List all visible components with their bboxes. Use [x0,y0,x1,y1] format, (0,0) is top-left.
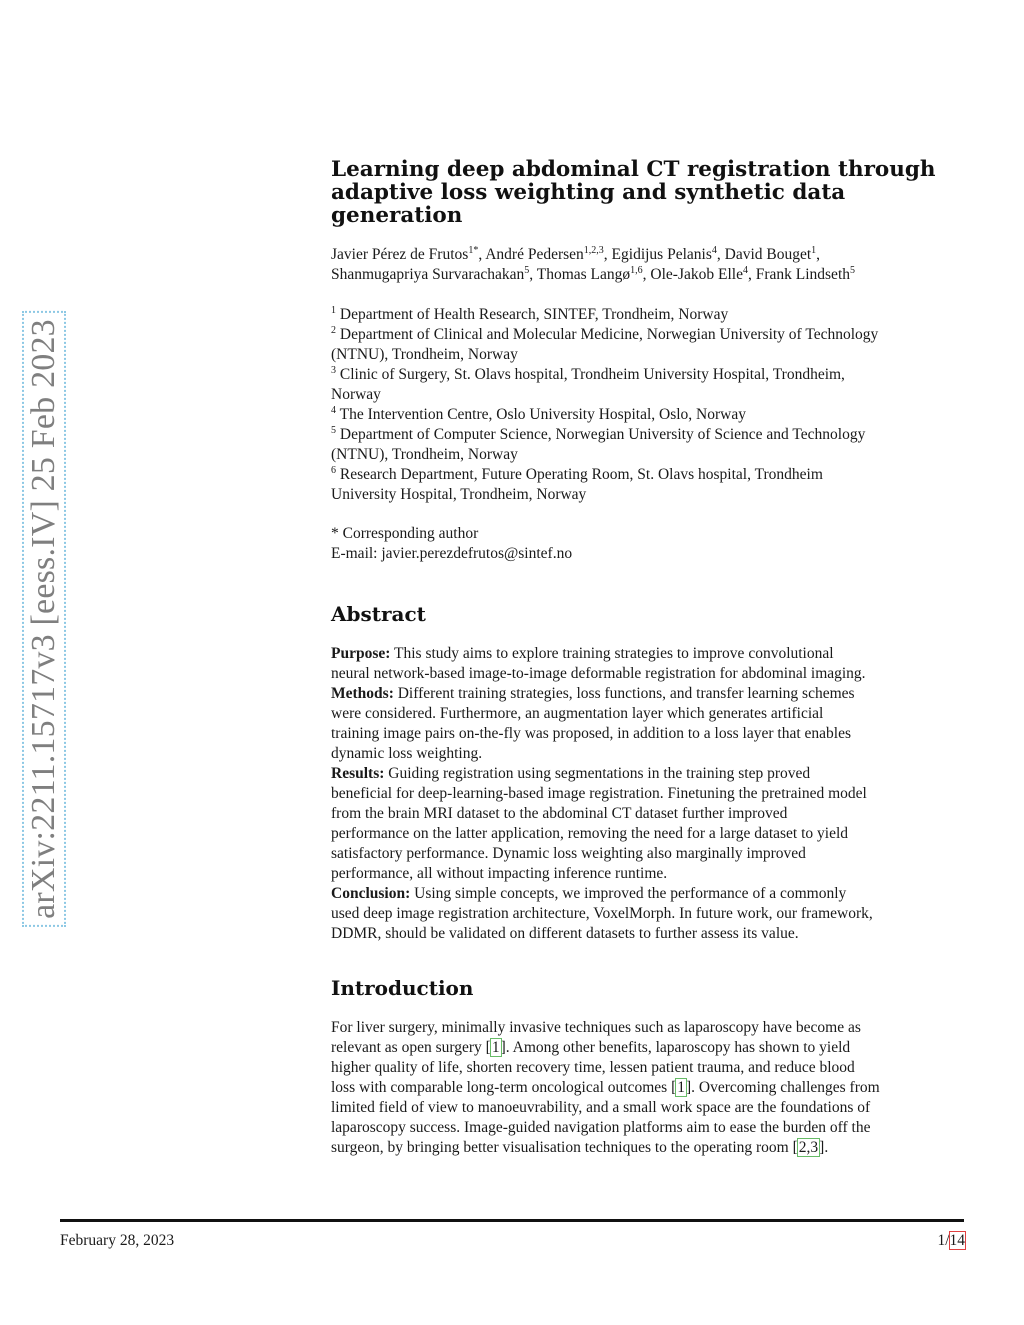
affiliation-line [331,405,971,425]
abstract-section-label: Methods: [331,685,394,702]
abstract-body [331,644,971,944]
abstract-text: performance, all without impacting inference runtime. [331,865,668,882]
citation-link[interactable]: 1 [677,1079,685,1096]
affiliation-number: 2 [331,325,336,336]
introduction-text: relevant as open surgery [331,1039,486,1056]
abstract-text: Different training strategies, loss functions, and transfer learning schemes [397,685,855,702]
author-affiliation-marker: 1 [811,245,817,256]
title-line: generation [331,203,463,228]
abstract-text: were considered. Furthermore, an augmentation layer which generates artificial [331,705,824,722]
abstract-text: satisfactory performance. Dynamic loss weighting also marginally improved [331,845,806,862]
introduction-line: relevant as open surgery [1]. Among other benefits, laparoscopy has shown to yield [331,1039,851,1056]
page-current: 1/ [937,1232,950,1249]
footer-date: February 28, 2023 [60,1232,175,1249]
affiliation-number: 6 [331,465,336,476]
affiliation-line [331,385,971,405]
affiliation-number: 1 [331,305,336,316]
author-name: Javier Pérez de Frutos [331,246,469,263]
affiliation-line [331,465,971,485]
affiliation-line [331,345,971,365]
author-affiliation-marker: 4 [742,265,748,276]
abstract-section-label: Conclusion: [331,885,411,902]
author-name: Shanmugapriya Survarachakan [331,266,525,283]
introduction-line: surgeon, by bringing better visualisation techniques to the operating room [2,3]. [331,1139,829,1156]
title-line: adaptive loss weighting and synthetic data [331,180,846,205]
introduction-text: surgeon, by bringing better visualisation techniques to the operating room [331,1139,793,1156]
introduction-text: . [824,1139,829,1156]
author-name: Egidijus Pelanis [611,246,712,263]
paper-title [331,158,971,227]
abstract-line [331,684,971,704]
abstract-text: performance on the latter application, removing the need for a large dataset to yield [331,825,849,842]
author-name: Frank Lindseth [755,266,850,283]
abstract-text: Guiding registration using segmentations in the training step proved [388,765,811,782]
introduction-heading: Introduction [331,976,474,1000]
author-line: Javier Pérez de Frutos$^{1*}$, André Pedersen$^{1,2,3}$, Egidijus Pelanis$^4$, David Bouget$^1$, [331,245,821,263]
affiliation-line [331,365,971,385]
introduction-paragraph [331,1018,971,1158]
abstract-line [331,904,971,924]
author-affiliation-marker: 1,6 [630,265,643,276]
abstract-heading: Abstract [331,602,426,626]
abstract-line [331,844,971,864]
affiliation-text: University Hospital, Trondheim, Norway [331,486,587,503]
introduction-text: For liver surgery, minimally invasive techniques such as laparoscopy have become as [331,1019,861,1036]
introduction-text: laparoscopy success. Image-guided navigation platforms aim to ease the burden off the [331,1119,871,1136]
introduction-line [331,1098,971,1118]
introduction-text: loss with comparable long-term oncological outcomes [331,1079,672,1096]
introduction-text: limited field of view to manoeuvrability, and a small work space are the foundations of [331,1099,871,1116]
introduction-line [331,1118,971,1138]
introduction-line [331,1018,971,1038]
introduction-text: higher quality of life, shorten recovery time, lessen patient trauma, and reduce blood [331,1059,855,1076]
affiliation-line [331,485,971,505]
affiliation-number: 5 [331,425,336,436]
affiliation-text: The Intervention Centre, Oslo University Hospital, Oslo, Norway [339,406,746,423]
abstract-line [331,664,971,684]
author-name: David Bouget [724,246,812,263]
affiliation-line [331,305,971,325]
affiliation-text: (NTNU), Trondheim, Norway [331,346,518,363]
affiliation-text: Norway [331,386,381,403]
abstract-text: beneficial for deep-learning-based image registration. Finetuning the pretrained model [331,785,867,802]
correspondence [331,524,971,564]
affiliation-number: 4 [331,405,336,416]
affiliation-line [331,445,971,465]
introduction-line [331,1058,971,1078]
introduction-line: loss with comparable long-term oncological outcomes [1]. Overcoming challenges from [331,1079,880,1096]
author-name: Ole-Jakob Elle [650,266,743,283]
footer-page-number [937,1232,965,1250]
page-total-link[interactable]: 14 [949,1232,965,1249]
author-line: Shanmugapriya Survarachakan$^5$, Thomas Langø$^{1,6}$, Ole-Jakob Elle$^4$, Frank Lindseth$^5$ [331,265,855,283]
abstract-line [331,724,971,744]
author-affiliation-marker: 1,2,3 [583,245,604,256]
author-list [331,245,971,285]
abstract-section-label: Purpose: [331,645,391,662]
abstract-line [331,764,971,784]
introduction-text: . Overcoming challenges from [691,1079,880,1096]
abstract-line [331,924,971,944]
affiliation-number: 3 [331,365,336,376]
affiliation-line [331,425,971,445]
abstract-text: from the brain MRI dataset to the abdominal CT dataset further improved [331,805,788,822]
abstract-text: DDMR, should be validated on different datasets to further assess its value. [331,925,799,942]
abstract-line [331,784,971,804]
affiliation-text: Department of Clinical and Molecular Medicine, Norwegian University of Technology [339,326,879,343]
affiliation-text: (NTNU), Trondheim, Norway [331,446,518,463]
title-line: Learning deep abdominal CT registration through [331,157,936,182]
abstract-text: used deep image registration architecture, VoxelMorph. In future work, our framework, [331,905,873,922]
footer-rule [60,1219,964,1222]
citation-link[interactable]: 1 [491,1039,500,1056]
abstract-line [331,704,971,724]
affiliation-text: Department of Computer Science, Norwegian University of Science and Technology [339,426,866,443]
arxiv-sidebar [20,315,68,923]
corresponding-email[interactable]: E-mail: javier.perezdefrutos@sintef.no [331,545,573,562]
author-affiliation-marker: 1* [468,245,479,256]
affiliation-text: Department of Health Research, SINTEF, Trondheim, Norway [339,306,729,323]
introduction-text: . Among other benefits, laparoscopy has shown to yield [505,1039,851,1056]
abstract-text: Using simple concepts, we improved the performance of a commonly [414,885,847,902]
affiliation-text: Clinic of Surgery, St. Olavs hospital, Trondheim University Hospital, Trondheim, [339,366,845,383]
abstract-line [331,804,971,824]
introduction-body [331,1018,971,1158]
abstract-line [331,644,971,664]
abstract-text: training image pairs on-the-fly was proposed, in addition to a loss layer that enables [331,725,851,742]
affiliation-list [331,305,971,505]
abstract-line [331,824,971,844]
author-affiliation-marker: 5 [524,265,530,276]
citation-link[interactable]: 2,3 [798,1139,819,1156]
main-column [331,158,971,1158]
author-affiliation-marker: 4 [711,245,717,256]
author-affiliation-marker: 5 [850,265,855,276]
author-name: André Pedersen [485,246,584,263]
abstract-line [331,884,971,904]
affiliation-line [331,325,971,345]
abstract-section-label: Results: [331,765,385,782]
abstract-text: dynamic loss weighting. [331,745,483,762]
author-name: Thomas Langø [536,266,631,283]
corresponding-author-note: * Corresponding author [331,525,479,542]
abstract-text: neural network-based image-to-image deformable registration for abdominal imaging. [331,665,866,682]
abstract-line [331,744,971,764]
affiliation-text: Research Department, Future Operating Room, St. Olavs hospital, Trondheim [339,466,823,483]
abstract-line [331,864,971,884]
abstract-text: This study aims to explore training strategies to improve convolutional [394,645,834,662]
arxiv-identifier[interactable]: arXiv:2211.15717v3 [eess.IV] 25 Feb 2023 [22,311,66,927]
